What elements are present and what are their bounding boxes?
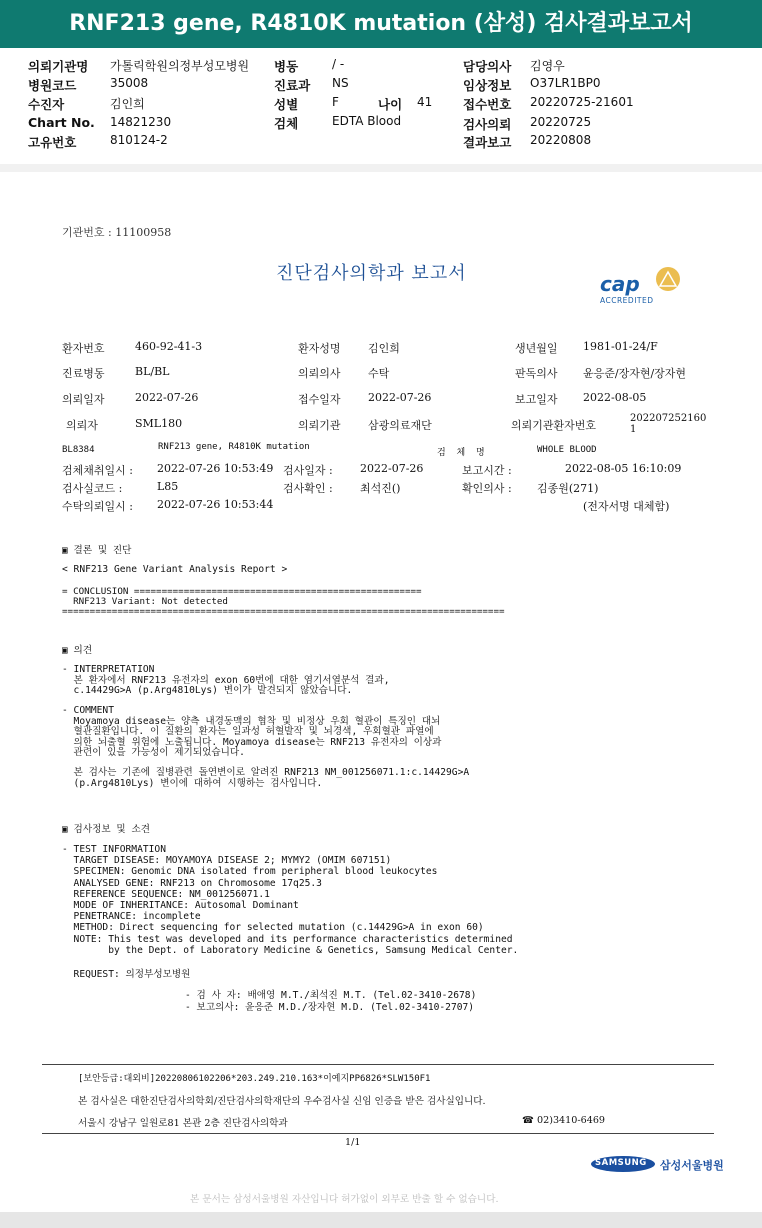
label-reception: 접수번호: [463, 97, 512, 112]
label-result-date: 결과보고: [463, 135, 512, 150]
page-number: 1/1: [345, 1137, 361, 1148]
label-id: 고유번호: [28, 135, 77, 150]
info-line: METHOD: Direct sequencing for selected mutation (c.14429G>A in exon 60): [62, 922, 484, 934]
specimen-name-value: WHOLE BLOOD: [537, 445, 597, 455]
info-label: 생년월일: [515, 342, 558, 355]
opinion-line: - INTERPRETATION: [62, 664, 155, 675]
info-line: PENETRANCE: incomplete: [62, 911, 201, 923]
info-value: 김인희: [368, 342, 400, 355]
label-ward: 병동: [274, 59, 299, 74]
label-req-date: 검사의뢰: [463, 117, 512, 132]
section-info-heading: ▣ 검사정보 및 소견: [62, 824, 150, 835]
info-value: 1981-01-24/F: [583, 340, 658, 353]
label-specimen: 검체: [274, 116, 299, 131]
info-line: - TEST INFORMATION: [62, 844, 166, 855]
value-chart: 14821230: [110, 115, 172, 129]
label-chart: Chart No.: [28, 115, 95, 130]
signer-line: - 보고의사: 윤응준 M.D./장자현 M.D. (Tel.02-3410-2707): [185, 1001, 475, 1013]
info-label: 환자번호: [62, 342, 105, 355]
phone-number: 02)3410-6469: [537, 1115, 606, 1126]
cap-accredited-text: ACCREDITED: [600, 296, 654, 305]
bottom-gray-band: [0, 1212, 762, 1228]
footer-divider-2: [42, 1133, 714, 1134]
report-title: RNF213 gene, R4810K mutation (삼성) 검사결과보고서: [0, 0, 762, 49]
value-hcode: 35008: [110, 76, 149, 90]
specimen-name-label: 검 체 명: [437, 448, 485, 458]
section-conclusion-subtitle: < RNF213 Gene Variant Analysis Report >: [62, 564, 288, 575]
verifier-label: 확인의사 :: [462, 482, 512, 495]
phone-row: [522, 1115, 605, 1126]
opinion-block: [62, 665, 469, 789]
info-label: 의뢰기관: [298, 419, 341, 432]
info-value: 460-92-41-3: [135, 340, 203, 353]
exam-value: 2022-07-26: [360, 462, 424, 475]
label-sex: 성별: [274, 97, 299, 112]
value-id: 810124-2: [110, 133, 168, 147]
value-specimen: EDTA Blood: [332, 114, 402, 128]
lab-code-label: 검사실코드 :: [62, 482, 123, 495]
value-org: 가톨릭학원의정부성모병원: [110, 59, 250, 73]
info-line: REFERENCE SEQUENCE: NM_001256071.1: [62, 888, 270, 900]
info-value: 2022-07-26: [135, 391, 199, 404]
info-label: 환자성명: [298, 342, 341, 355]
opinion-line: 의한 뇌출혈 위험에 노출됩니다. Moyamoya disease는 RNF213 유전자의 이상과: [62, 736, 442, 748]
info-line: TARGET DISEASE: MOYAMOYA DISEASE 2; MYMY2 (OMIM 607151): [62, 855, 392, 867]
section-conclusion-heading: ▣ 결론 및 진단: [62, 545, 132, 556]
opinion-line: - COMMENT: [62, 705, 114, 717]
label-age: 나이: [378, 97, 403, 112]
info-value: 윤응준/장자현/장자현: [583, 367, 687, 380]
cap-accredited-logo: [596, 266, 688, 306]
samsung-hospital-logo: [590, 1154, 724, 1176]
opinion-line: c.14429G>A (p.Arg4810Lys) 변이가 발견되지 않았습니다.: [62, 685, 353, 696]
test-code: BL8384: [62, 445, 95, 455]
trust-label: 수탁의뢰일시 :: [62, 500, 133, 513]
info-line: MODE OF INHERITANCE: Autosomal Dominant: [62, 900, 299, 912]
conclusion-line: = CONCLUSION ====================================================: [62, 586, 422, 597]
trust-value: 2022-07-26 10:53:44: [157, 498, 274, 511]
report-time-label: 보고시간 :: [462, 464, 512, 477]
confirm-value: 최석진(): [360, 482, 401, 495]
label-dept: 진료과: [274, 78, 311, 93]
info-label: 판독의사: [515, 367, 558, 380]
report-heading: 진단검사의학과 보고서: [276, 263, 467, 284]
test-name: RNF213 gene, R4810K mutation: [158, 442, 310, 452]
info-label: 의뢰의사: [298, 367, 341, 380]
institution-number: 기관번호 : 11100958: [62, 226, 172, 239]
lab-code-value: L85: [157, 480, 179, 493]
signer-line: - 검 사 자: 배애영 M.T./최석진 M.T. (Tel.02-3410-2678): [185, 990, 477, 1001]
info-label: 의뢰일자: [62, 393, 105, 406]
info-value: 삼광의료재단: [368, 419, 432, 432]
label-org: 의뢰기관명: [28, 59, 89, 74]
conclusion-line: RNF213 Variant: Not detected: [62, 596, 228, 607]
section-opinion-heading: ▣ 의견: [62, 645, 93, 656]
info-line: by the Dept. of Laboratory Medicine & Genetics, Samsung Medical Center.: [62, 944, 519, 956]
info-label: 의뢰기관환자번호: [511, 419, 597, 432]
request-line: REQUEST: 의정부성모병원: [62, 969, 191, 980]
opinion-line: Moyamoya disease는 양측 내경동맥의 협착 및 비정상 우회 혈관이 특징인 대뇌: [62, 715, 441, 727]
confirm-label: 검사확인 :: [283, 482, 333, 495]
info-value: 2022-08-05: [583, 391, 647, 404]
value-sex: F: [332, 95, 339, 109]
label-clinical: 임상정보: [463, 78, 512, 93]
phone-icon: ☎: [522, 1115, 537, 1126]
verifier-value: 김종원(271): [537, 482, 599, 495]
info-label: 보고일자: [515, 393, 558, 406]
label-hcode: 병원코드: [28, 78, 77, 93]
info-value: 수탁: [368, 367, 390, 380]
value-result-date: 20220808: [530, 133, 592, 147]
conclusion-line: ================================================================================: [62, 606, 505, 617]
value-age: 41: [417, 95, 433, 109]
cap-logo-text: cap: [600, 272, 640, 296]
info-value: 2022072521601: [630, 413, 707, 435]
watermark-notice: 본 문서는 삼성서울병원 자산입니다 허가없이 외부로 반출 할 수 없습니다.: [190, 1194, 499, 1205]
report-sheet: [0, 172, 762, 1212]
test-information-block: [62, 844, 518, 956]
value-clinical: O37LR1BP0: [530, 76, 601, 90]
label-doctor: 담당의사: [463, 59, 512, 74]
info-line: ANALYSED GENE: RNF213 on Chromosome 17q25.3: [62, 877, 322, 889]
collect-value: 2022-07-26 10:53:49: [157, 462, 274, 475]
samsung-logo-text: SAMSUNG: [595, 1158, 647, 1168]
report-time-value: 2022-08-05 16:10:09: [565, 462, 682, 475]
info-line: SPECIMEN: Genomic DNA isolated from peripheral blood leukocytes: [62, 866, 438, 878]
esign-note: (전자서명 대체함): [583, 500, 670, 513]
signers-block: [185, 990, 476, 1013]
value-doctor: 김영우: [530, 59, 565, 73]
value-patient: 김인희: [110, 97, 145, 111]
info-value: BL/BL: [135, 365, 170, 378]
value-ward: / -: [332, 57, 345, 71]
value-reception: 20220725-21601: [530, 95, 634, 109]
hospital-name: 삼성서울병원: [660, 1159, 724, 1172]
info-line: NOTE: This test was developed and its performance characteristics determined: [62, 933, 513, 945]
opinion-line: 관련이 있을 가능성이 제기되었습니다.: [62, 747, 245, 759]
order-header: [0, 48, 762, 164]
collect-label: 검체채취일시 :: [62, 464, 133, 477]
security-stamp: [보안등급:대외비]20220806102206*203.249.210.163*이예지PP6826*SLW150F1: [78, 1074, 431, 1084]
opinion-line: 혈관질환입니다. 이 질환의 환자는 일과성 허혈발작 및 뇌경색, 우회혈관 파열에: [62, 726, 434, 738]
value-req-date: 20220725: [530, 115, 592, 129]
conclusion-block: [62, 587, 505, 617]
opinion-line: 본 환자에서 RNF213 유전자의 exon 60번에 대한 염기서열분석 결과,: [62, 674, 390, 686]
address-text: 서울시 강남구 일원로81 본관 2층 진단검사의학과: [78, 1118, 288, 1129]
info-label: 접수일자: [298, 393, 341, 406]
footer-divider: [42, 1064, 714, 1065]
value-dept: NS: [332, 76, 349, 90]
info-label: 진료병동: [62, 367, 105, 380]
opinion-line: 본 검사는 기존에 질병관련 돌연변이로 알려진 RNF213 NM_001256071.1:c.14429G>A: [62, 767, 470, 779]
certification-text: 본 검사실은 대한진단검사의학회/진단검사의학재단의 우수검사실 신임 인증을 받은 검사실입니다.: [78, 1096, 486, 1107]
info-value: 2022-07-26: [368, 391, 432, 404]
info-value: SML180: [135, 417, 183, 430]
label-patient: 수진자: [28, 97, 65, 112]
exam-label: 검사일자 :: [283, 464, 333, 477]
opinion-line: (p.Arg4810Lys) 변이에 대하여 시행하는 검사입니다.: [62, 777, 323, 789]
info-label: 의뢰자: [66, 419, 98, 432]
opinion-line: [62, 697, 469, 707]
